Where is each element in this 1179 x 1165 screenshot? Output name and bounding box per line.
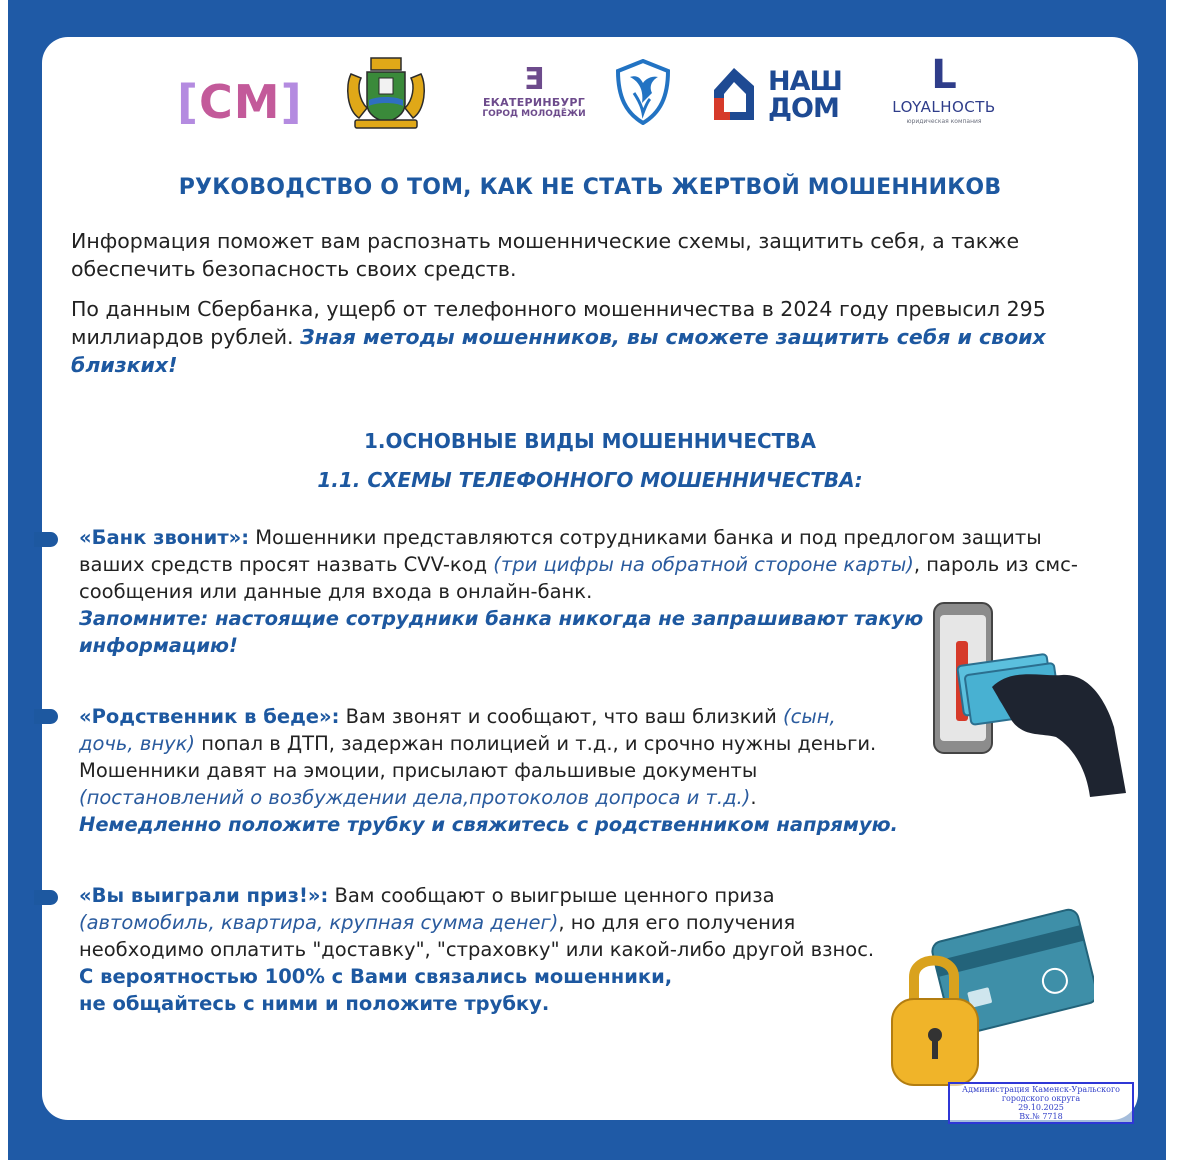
section-subheading: 1.1. СХЕМЫ ТЕЛЕФОННОГО МОШЕННИЧЕСТВА: bbox=[317, 468, 863, 492]
scheme-note: (сын, дочь, внук) bbox=[79, 705, 836, 755]
intro-paragraph-1: Информация поможет вам распознать мошеннические схемы, защитить себя, а также обеспечить безопасность своих средств. bbox=[71, 229, 1020, 281]
scheme-text: Мошенники представляются сотрудниками банка и под предлогом защиты ваших средств просят назвать CVV-код bbox=[79, 526, 1042, 576]
scheme-text: , пароль из смс-сообщения или данные для входа в онлайн-банк. bbox=[79, 553, 1078, 603]
document-card bbox=[42, 37, 1138, 1120]
ekaterinburg-logo-line1: ЕКАТЕРИНБУРГ bbox=[482, 96, 586, 109]
scheme-label: «Родственник в беде»: bbox=[79, 705, 340, 728]
scheme-body bbox=[79, 703, 879, 811]
scheme-label: «Вы выиграли приз!»: bbox=[79, 884, 329, 907]
intro-paragraph-2 bbox=[71, 295, 1071, 379]
scheme-text: , но для его получения необходимо оплатить "доставку", "страховку" или какой-либо другой взнос. bbox=[79, 911, 875, 961]
stamp-number: Вх.№ 7718 bbox=[1019, 1112, 1063, 1121]
scheme-note: (постановлений о возбуждении дела,протоколов допроса и т.д.) bbox=[79, 786, 751, 809]
intro-paragraph-2-highlight: Зная методы мошенников, вы сможете защитить себя и своих близких! bbox=[71, 325, 1046, 377]
section-heading: 1.ОСНОВНЫЕ ВИДЫ МОШЕННИЧЕСТВА bbox=[363, 429, 817, 453]
scheme-label: «Банк звонит»: bbox=[79, 526, 250, 549]
scheme-text: Вам звонят и сообщают, что ваш близкий bbox=[339, 705, 784, 728]
stamp-line-1: Администрация Каменск-Уральского bbox=[962, 1085, 1120, 1094]
coat-of-arms-icon bbox=[345, 56, 427, 132]
scheme-note: (автомобиль, квартира, крупная сумма денег) bbox=[79, 911, 559, 934]
scheme-warning-line2: не общайтесь с ними и положите трубку. bbox=[79, 992, 550, 1015]
scheme-marker-3 bbox=[34, 890, 58, 905]
ekaterinburg-logo-mark: Ǝ bbox=[523, 62, 545, 97]
scheme-text: . bbox=[750, 786, 757, 809]
ekaterinburg-logo bbox=[474, 64, 594, 119]
scheme-marker-2 bbox=[34, 709, 58, 724]
page-title: РУКОВОДСТВО О ТОМ, КАК НЕ СТАТЬ ЖЕРТВОЙ МОШЕННИКОВ bbox=[178, 175, 1002, 200]
loyalnost-logo-name: LOYALНОСТЬ bbox=[892, 98, 996, 116]
sm-logo-bracket-right: ] bbox=[280, 75, 303, 129]
shield-emblem-icon bbox=[614, 59, 672, 125]
scheme-text: Вам сообщают о выигрыше ценного приза bbox=[328, 884, 775, 907]
nash-dom-line2: ДОМ bbox=[768, 93, 839, 124]
loyalnost-logo bbox=[874, 52, 1014, 125]
scheme-marker-1 bbox=[34, 532, 58, 547]
sm-logo-bracket-left: [ bbox=[177, 75, 200, 129]
scheme-relative-in-trouble bbox=[79, 703, 1011, 838]
loyalnost-logo-mark: L bbox=[931, 52, 957, 98]
scheme-warning: Запомните: настоящие сотрудники банка никогда не запрашивают такую информацию! bbox=[79, 607, 924, 657]
scheme-warning-line1: С вероятностью 100% с Вами связались мошенники, bbox=[79, 965, 673, 988]
scheme-note: (три цифры на обратной стороне карты) bbox=[493, 553, 914, 576]
intro-paragraph-2-text: По данным Сбербанка, ущерб от телефонного мошенничества в 2024 году превысил 295 миллиардов рублей. bbox=[71, 297, 1046, 349]
nash-dom-line1: НАШ bbox=[768, 66, 842, 97]
ekaterinburg-logo-line2: ГОРОД МОЛОДЁЖИ bbox=[482, 109, 586, 119]
registration-stamp bbox=[948, 1082, 1134, 1124]
nash-dom-logo bbox=[710, 64, 842, 128]
stamp-line-2: городского округа bbox=[1001, 1094, 1081, 1103]
loyalnost-logo-subtitle: юридическая компания bbox=[906, 118, 982, 125]
scheme-body bbox=[79, 882, 909, 963]
sm-logo-letters: СМ bbox=[199, 75, 281, 129]
house-icon bbox=[710, 64, 760, 124]
bank-card-padlock-icon bbox=[884, 905, 1094, 1105]
stamp-date: 29.10.2025 bbox=[1018, 1103, 1064, 1112]
scheme-text: попал в ДТП, задержан полицией и т.д., и срочно нужны деньги. Мошенники давят на эмоции, присылают фальшивые документы bbox=[79, 732, 877, 782]
sm-logo bbox=[177, 75, 303, 129]
scheme-warning: Немедленно положите трубку и свяжитесь с родственником напрямую. bbox=[79, 813, 898, 836]
